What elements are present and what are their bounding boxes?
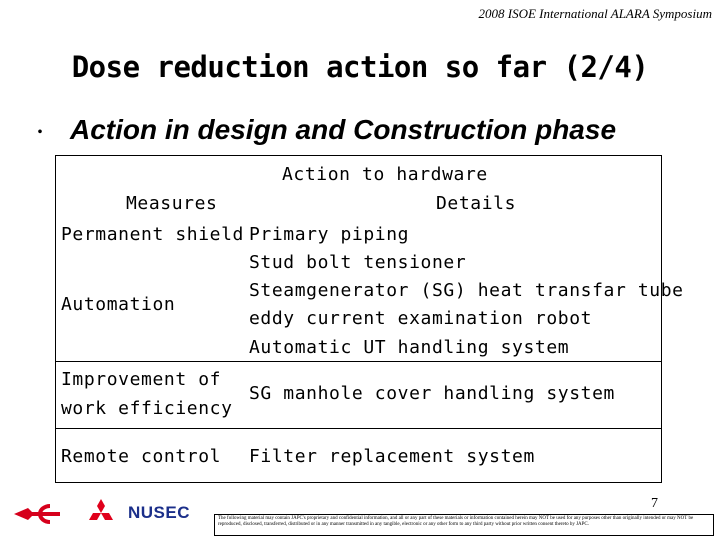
detail-eddy-current-robot: eddy current examination robot: [249, 308, 593, 329]
detail-stud-bolt-tensioner: Stud bolt tensioner: [249, 252, 467, 273]
measure-automation: Automation: [61, 294, 176, 315]
conference-header: 2008 ISOE International ALARA Symposium: [478, 6, 712, 21]
nusec-logo: NUSEC: [128, 503, 191, 522]
slide-title: Dose reduction action so far (2/4): [71, 50, 649, 84]
page-number: 7: [651, 496, 658, 511]
mitsubishi-logo: [86, 498, 116, 528]
confidentiality-disclaimer: The following material may contain JAPC's proprietary and confidential information, and all or any part of these materials or information contained herein may NOT be used for any purposes other than originally intended or may NOT be reproduced, disclosed, transferred, distributed or in any manner transmitted in any tangible, electronic or any other form to any third party without prior written consent thereto by JAPC.: [214, 514, 714, 536]
detail-filter-replacement: Filter replacement system: [249, 446, 535, 467]
subtitle-row: [30, 114, 616, 146]
row-divider: [56, 428, 661, 429]
detail-sg-manhole: SG manhole cover handling system: [249, 383, 615, 404]
column-header-measures: Measures: [126, 193, 218, 214]
measure-improvement-line1: Improvement of: [61, 369, 222, 390]
column-header-details: Details: [436, 193, 517, 214]
detail-sg-heat-transfer-tube: Steamgenerator (SG) heat transfar tube: [249, 280, 684, 301]
bullet-marker: ・: [30, 120, 50, 144]
measure-improvement-line2: work efficiency: [61, 398, 233, 419]
row-divider: [56, 361, 661, 362]
group-header: Action to hardware: [282, 164, 488, 185]
slide-subtitle: Action in design and Construction phase: [70, 114, 617, 145]
company-c-logo: [12, 500, 62, 528]
measure-remote-control: Remote control: [61, 446, 222, 467]
measure-permanent-shield: Permanent shield: [61, 224, 244, 245]
detail-automatic-ut: Automatic UT handling system: [249, 337, 570, 358]
measures-table: [55, 155, 684, 483]
detail-primary-piping: Primary piping: [249, 224, 410, 245]
